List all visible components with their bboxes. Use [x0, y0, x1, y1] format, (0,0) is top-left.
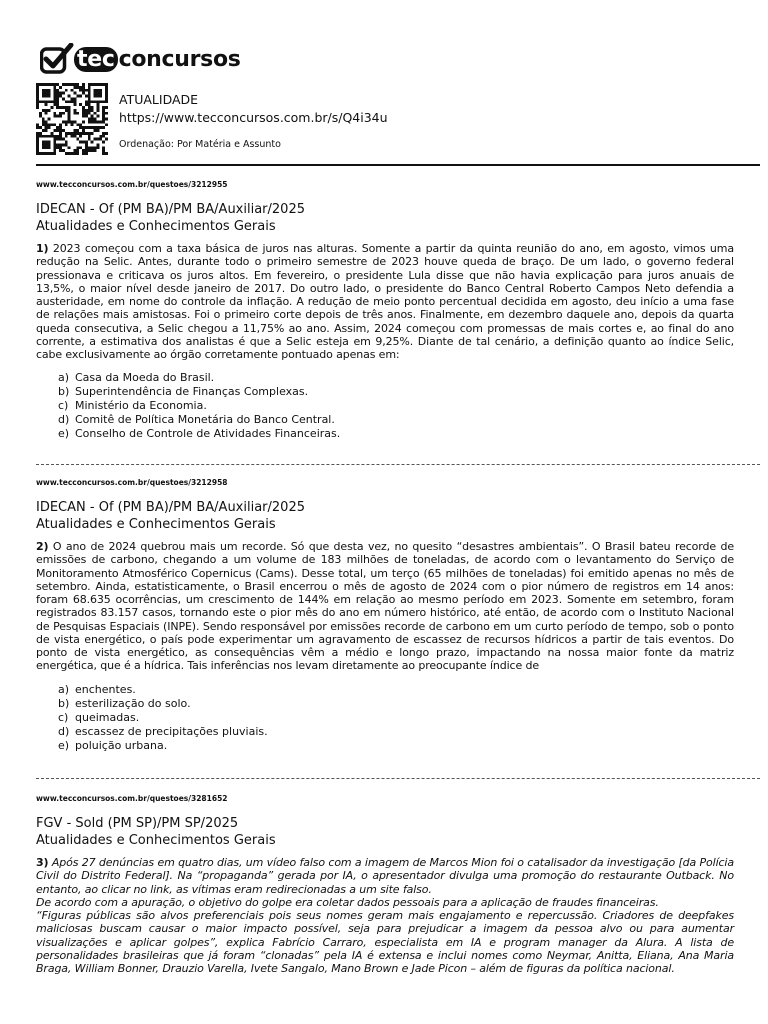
question-source: IDECAN - Of (PM BA)/PM BA/Auxiliar/2025 — [36, 500, 305, 515]
section-title: ATUALIDADE — [119, 92, 199, 107]
question-number: 2) — [36, 540, 49, 553]
question-separator — [36, 778, 760, 779]
header-info — [119, 92, 388, 150]
options-list — [58, 683, 734, 753]
ordering-label: Ordenação: Por Matéria e Assunto — [119, 139, 281, 150]
qr-code-icon — [36, 83, 108, 155]
option-a[interactable]: a) enchentes. — [58, 682, 136, 696]
question-source: FGV - Sold (PM SP)/PM SP/2025 — [36, 816, 239, 831]
option-d[interactable]: d) Comitê de Política Monetária do Banco Central. — [58, 413, 335, 427]
tecconcursos-logo[interactable] — [40, 42, 241, 76]
option-c[interactable]: c) Ministério da Economia. — [58, 399, 207, 413]
header-divider — [36, 164, 760, 166]
question-subject: Atualidades e Conhecimentos Gerais — [36, 833, 276, 848]
question-source: IDECAN - Of (PM BA)/PM BA/Auxiliar/2025 — [36, 202, 305, 217]
option-c[interactable]: c) queimadas. — [58, 710, 140, 724]
question-1 — [36, 180, 734, 441]
question-link[interactable]: www.tecconcursos.com.br/questoes/3212955 — [36, 180, 228, 189]
checkbox-check-icon — [40, 43, 74, 75]
question-paragraph: “Figuras públicas são alvos preferenciais pois seus nomes geram mais engajamento e repercussão. Criadores de deepfakes maliciosas buscam causar o maior impacto possível, seja para prejudicar a imagem da pessoa alvo ou para aumentar visualizações e aplicar golpes”, explica Fabrício Carraro, especialista em IA e program manager da Alura. A lista de personalidades brasileiras que já foram “clonadas” pela IA é extensa e inclui nomes como Neymar, Anitta, Eliana, Ana Maria Braga, William Bonner, Drauzio Varella, Ivete Sangalo, Mano Brown e Jade Picon – além de figuras da política nacional. — [36, 909, 734, 975]
question-subject: Atualidades e Conhecimentos Gerais — [36, 219, 276, 234]
question-text: 1) 2023 começou com a taxa básica de juros nas alturas. Somente a partir da quinta reunião do ano, em agosto, vimos uma redução na Selic. Antes, durante todo o primeiro semestre de 2023 houve queda de braço. De um lado, o governo federal pressionava e criticava os juros altos. Em fevereiro, o presidente Lula disse que não havia explicação para juros anuais de 13,5%, o maior nível desde janeiro de 2017. Do outro lado, o presidente do Banco Central Roberto Campos Neto defendia a austeridade, em nome do controle da inflação. A redução de meio ponto percentual decidida em agosto, deu início a uma fase de relações mais amistosas. Foi o primeiro corte depois de três anos. Finalmente, em dezembro daquele ano, depois da quarta queda consecutiva, a Selic chegou a 11,75% ao ano. Assim, 2024 começou com promessas de mais cortes e, ao final do ano corrente, a estimativa dos analistas é que a Selic esteja em 9,25%. Diante de tal cenário, a definição quanto ao índice Selic, cabe exclusivamente ao órgão corretamente pontuado apenas em: — [36, 242, 734, 361]
question-2 — [36, 478, 734, 753]
question-number: 1) — [36, 242, 49, 255]
options-list — [58, 371, 734, 441]
share-url[interactable]: https://www.tecconcursos.com.br/s/Q4i34u — [119, 110, 388, 125]
logo-wordmark: tec concursos — [74, 47, 241, 72]
question-subject: Atualidades e Conhecimentos Gerais — [36, 517, 276, 532]
question-text: 3) Após 27 denúncias em quatro dias, um vídeo falso com a imagem de Marcos Mion foi o catalisador da investigação [da Polícia Civil do Distrito Federal]. Na “propaganda” gerada por IA, o apresentador divulga uma promoção do restaurante Outback. No entanto, ao clicar no link, as vítimas eram redirecionadas a um site falso. De acordo com a apuração, o objetivo do golpe era coletar dados pessoais para a aplicação de fraudes financeiras. “Figuras públicas são alvos preferenciais pois seus nomes geram mais engajamento e repercussão. Criadores de deepfakes maliciosas buscam causar o maior impacto possível, seja para prejudicar a imagem da pessoa alvo ou para aumentar visualizações e aplicar golpes”, explica Fabrício Carraro, especialista em IA e program manager da Alura. A lista de personalidades brasileiras que já foram “clonadas” pela IA é extensa e inclui nomes como Neymar, Anitta, Eliana, Ana Maria Braga, William Bonner, Drauzio Varella, Ivete Sangalo, Mano Brown e Jade Picon – além de figuras da política nacional. — [36, 856, 734, 975]
option-e[interactable]: e) poluição urbana. — [58, 738, 168, 752]
option-d[interactable]: d) escassez de precipitações pluviais. — [58, 724, 268, 738]
question-3 — [36, 794, 734, 975]
question-number: 3) — [36, 856, 49, 869]
question-paragraph: De acordo com a apuração, o objetivo do golpe era coletar dados pessoais para a aplicação de fraudes financeiras. — [36, 895, 659, 909]
question-link[interactable]: www.tecconcursos.com.br/questoes/3281652 — [36, 794, 228, 803]
question-text: 2) O ano de 2024 quebrou mais um recorde. Só que desta vez, no quesito “desastres ambientais”. O Brasil bateu recorde de emissões de carbono, chegando a um volume de 183 milhões de toneladas, de acordo com o levantamento do Serviço de Monitoramento Atmosférico Copernicus (Cams). Desse total, um terço (65 milhões de toneladas) foi emitido apenas no mês de setembro. Ainda, estatisticamente, o Brasil encerrou o mês de agosto de 2024 com o pior número de registros em 14 anos: foram 68.635 ocorrências, um crescimento de 144% em relação ao mesmo período em 2023. Somente em setembro, foram registrados 83.157 casos, tornando este o pior mês do ano em número histórico, até então, de acordo com o Instituto Nacional de Pesquisas Espaciais (INPE). Sendo responsável por emissões recorde de carbono em um curto período de tempo, sob o ponto de vista energético, o país pode experimentar um agravamento de escassez de recursos hídricos a partir de tais eventos. Do ponto de vista energético, as consequências vêm a médio e longo prazo, impactando na nossa maior fonte da matriz energética, que é a hídrica. Tais inferências nos levam diretamente ao preocupante índice de — [36, 540, 734, 673]
option-b[interactable]: b) Superintendência de Finanças Complexas. — [58, 385, 309, 399]
option-b[interactable]: b) esterilização do solo. — [58, 696, 191, 710]
question-link[interactable]: www.tecconcursos.com.br/questoes/3212958 — [36, 478, 228, 487]
option-a[interactable]: a) Casa da Moeda do Brasil. — [58, 371, 215, 385]
option-e[interactable]: e) Conselho de Controle de Atividades Financeiras. — [58, 427, 341, 441]
question-separator — [36, 464, 760, 465]
